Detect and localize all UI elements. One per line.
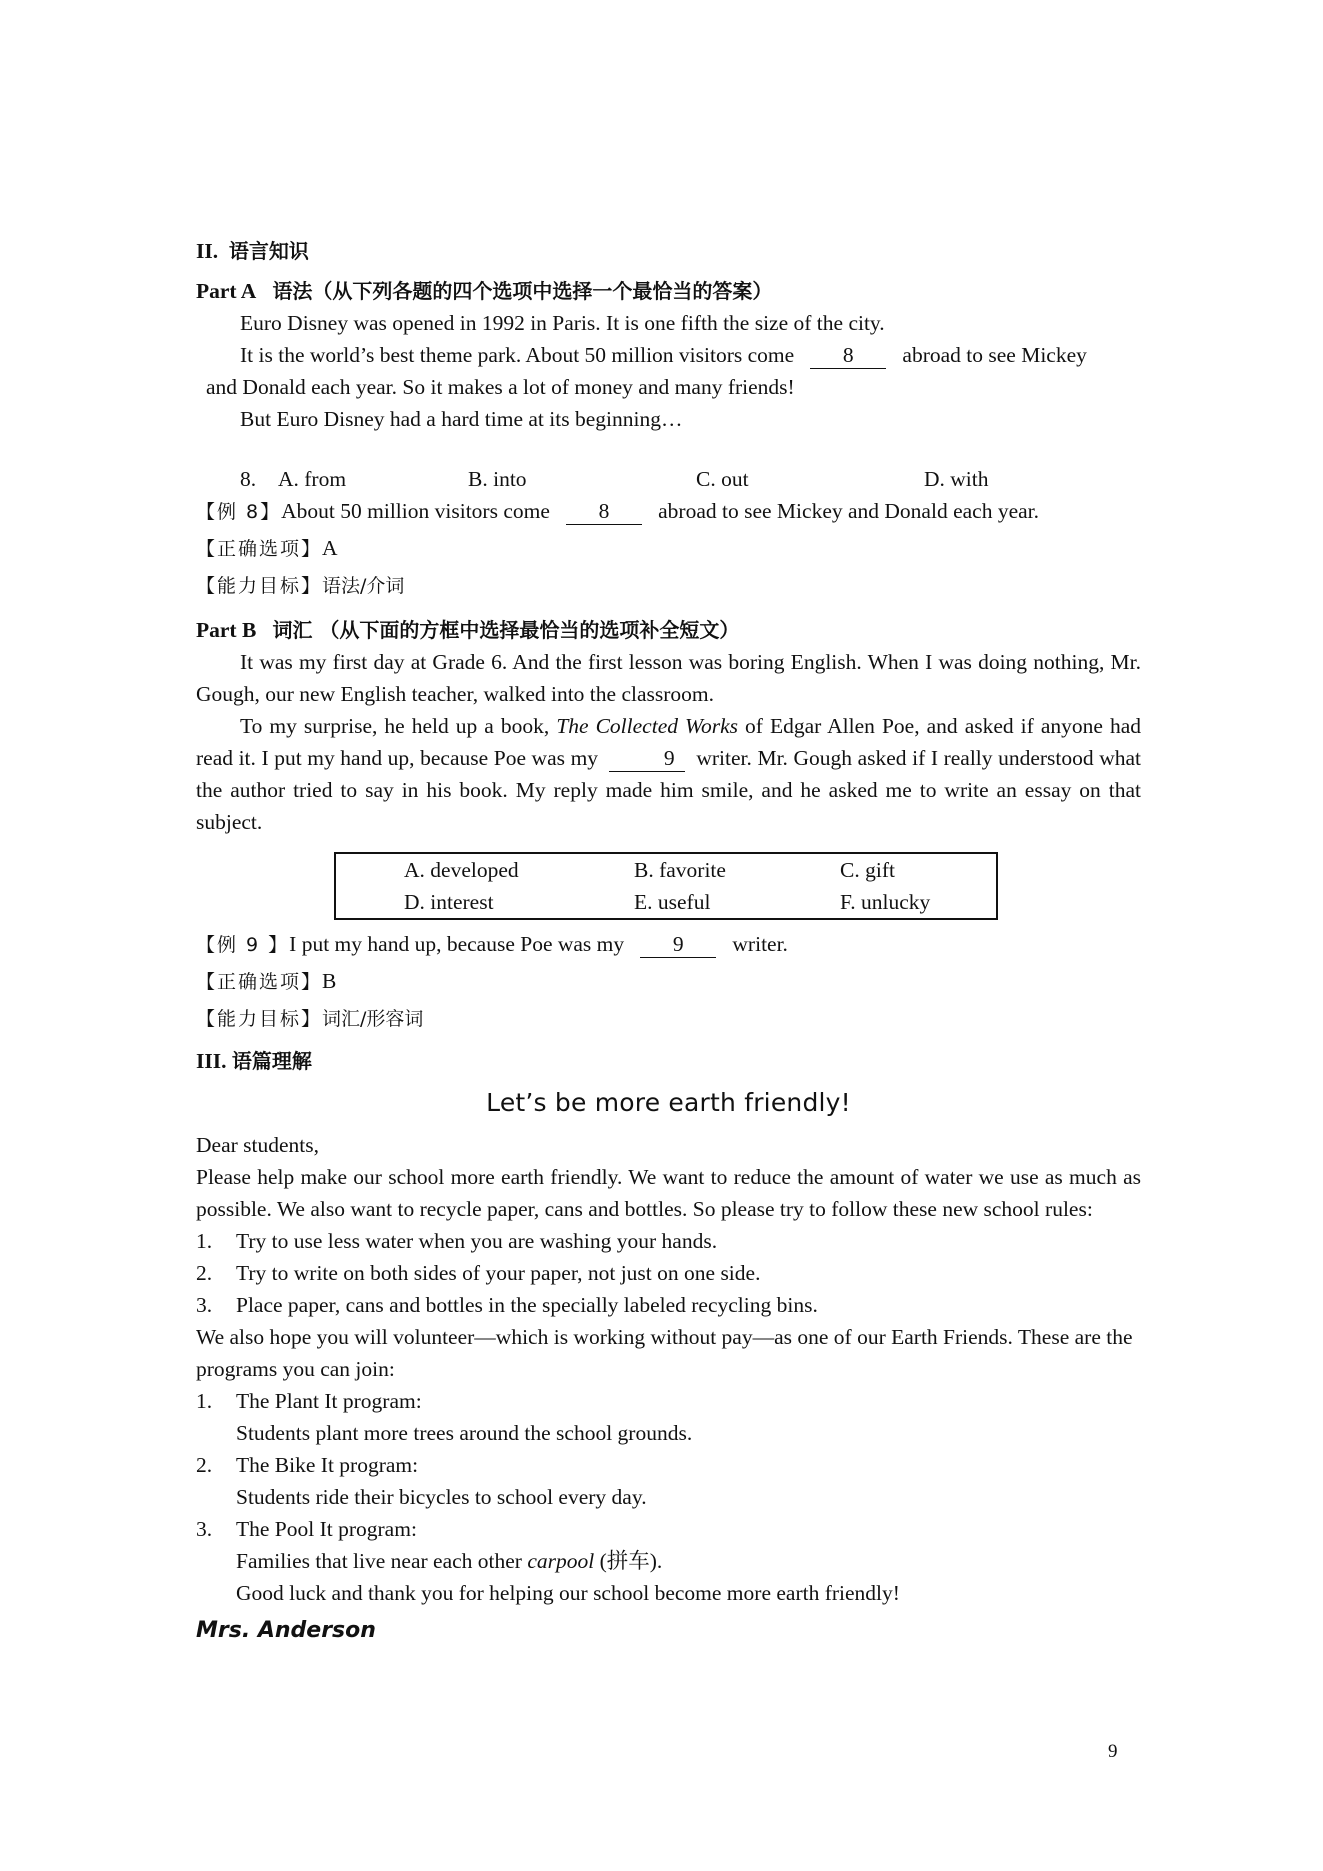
description-text: (拼车). [599,1549,663,1573]
section-2-number: II. [196,239,219,263]
passage-line [196,339,1141,371]
skill-value: 词汇/形容词 [322,1008,424,1030]
skill-label: 【能力目标】 [196,575,323,597]
part-a-heading [196,275,1141,307]
program-name: The Plant It program: [236,1389,422,1413]
rules-list [196,1225,1141,1321]
item-text: Try to use less water when you are washing your hands. [236,1229,718,1253]
part-b-label: Part B [196,618,257,642]
word-choice-box [334,852,998,920]
part-a-passage [196,307,1141,435]
letter-greeting: Dear students, [196,1133,319,1157]
list-item [196,1289,1141,1321]
example-9 [196,928,1141,961]
box-row [404,854,996,886]
blank-9: 9 [609,745,685,772]
passage-line: But Euro Disney had a hard time at its beginning… [240,407,683,431]
item-number: 3. [196,1517,213,1541]
choice-a: A. developed [404,858,519,882]
item-text: Place paper, cans and bottles in the specially labeled recycling bins. [236,1293,818,1317]
option-a: A. from [278,467,347,491]
paragraph-text: writer. Mr. Gough asked if I really understood what the author tried to say in his book. My reply made him smile, and he asked me to write an essay on that subject. [196,746,1142,834]
part-a-instruction: 语法（从下列各题的四个选项中选择一个最恰当的答案） [272,279,773,303]
answer-label: 【正确选项】 [196,538,323,560]
list-item [196,1225,1141,1257]
section-2-title: 语言知识 [228,239,309,263]
signature: Mrs. Anderson [196,1618,376,1643]
reading-title: Let’s be more earth friendly! [486,1088,851,1117]
example-label: 【例 9 】 [196,934,290,956]
part-b-paragraph-1: It was my first day at Grade 6. And the first lesson was boring English. When I was doing nothing, Mr. Gough, our new English teacher, walked into the classroom. [196,650,1141,706]
item-text: Try to write on both sides of your paper, not just on one side. [236,1261,761,1285]
description-text: Families that live near each other [236,1549,522,1573]
example-text: abroad to see Mickey and Donald each year. [658,499,1040,523]
programs-list [196,1385,1141,1609]
list-item [196,1257,1141,1289]
answer-value: B [322,969,337,993]
part-b-instruction: 词汇 （从下面的方框中选择最恰当的选项补全短文） [272,618,740,642]
passage-text: abroad to see Mickey [902,343,1087,367]
option-b: B. into [468,467,527,491]
item-number: 2. [196,1261,213,1285]
skill-value: 语法/介词 [322,575,405,597]
program-description: Students plant more trees around the school grounds. [236,1421,693,1445]
skill-9 [196,1002,1141,1035]
part-b-paragraph-2 [196,710,1141,838]
page-number: 9 [1108,1741,1118,1762]
part-a-label: Part A [196,279,257,303]
example-text: I put my hand up, because Poe was my [289,932,625,956]
skill-label: 【能力目标】 [196,1008,323,1030]
item-number: 3. [196,1293,213,1317]
item-number: 1. [196,1229,213,1253]
letter-closing: Good luck and thank you for helping our school become more earth friendly! [236,1581,900,1605]
choice-b: B. favorite [634,858,726,882]
skill-8 [196,569,1141,602]
option-c: C. out [696,467,749,491]
question-number: 8. [240,467,257,491]
blank-8: 8 [566,498,642,525]
passage-line: Euro Disney was opened in 1992 in Paris. It is one fifth the size of the city. [240,311,885,335]
example-text: About 50 million visitors come [281,499,550,523]
question-8-options [196,463,1141,495]
section-3-title: 语篇理解 [231,1049,312,1073]
choice-f: F. unlucky [840,890,931,914]
option-d: D. with [924,467,989,491]
section-3-heading [196,1045,1141,1077]
item-number: 1. [196,1389,213,1413]
choice-c: C. gift [840,858,895,882]
section-2-heading [196,235,1141,267]
letter-volunteer: We also hope you will volunteer—which is working without pay—as one of our Earth Friends. These are the programs you can join: [196,1325,1133,1381]
part-b-heading [196,614,1141,646]
example-label: 【例 8】 [196,501,282,523]
book-title: The Collected Works [556,714,738,738]
program-name: The Pool It program: [236,1517,417,1541]
letter-intro: Please help make our school more earth friendly. We want to reduce the amount of water we use as much as possible. We also want to recycle paper, cans and bottles. So please try to follow these new school rules: [196,1165,1141,1221]
section-3-number: III. [196,1049,227,1073]
example-8 [196,495,1141,528]
choice-d: D. interest [404,890,494,914]
example-text: writer. [732,932,788,956]
page-content [196,235,1141,1647]
answer-8 [196,532,1141,565]
program-description: Students ride their bicycles to school every day. [236,1485,647,1509]
list-item [196,1449,1141,1481]
answer-label: 【正确选项】 [196,971,323,993]
list-item [196,1513,1141,1545]
carpool-term: carpool [527,1549,595,1573]
paragraph-text: of Edgar Allen Poe, and asked if anyone had read it. I put my hand up, because Poe was my [196,714,1142,770]
answer-9 [196,965,1141,998]
item-number: 2. [196,1453,213,1477]
box-row [404,886,996,918]
paragraph-text: To my surprise, he held up a book, [240,714,550,738]
blank-9: 9 [640,931,716,958]
list-item [196,1385,1141,1417]
program-description [196,1545,1141,1577]
choice-e: E. useful [634,890,711,914]
blank-8: 8 [810,342,886,369]
passage-text: It is the world’s best theme park. About 50 million visitors come [240,343,795,367]
answer-value: A [322,536,338,560]
passage-line: and Donald each year. So it makes a lot of money and many friends! [206,375,795,399]
program-name: The Bike It program: [236,1453,419,1477]
